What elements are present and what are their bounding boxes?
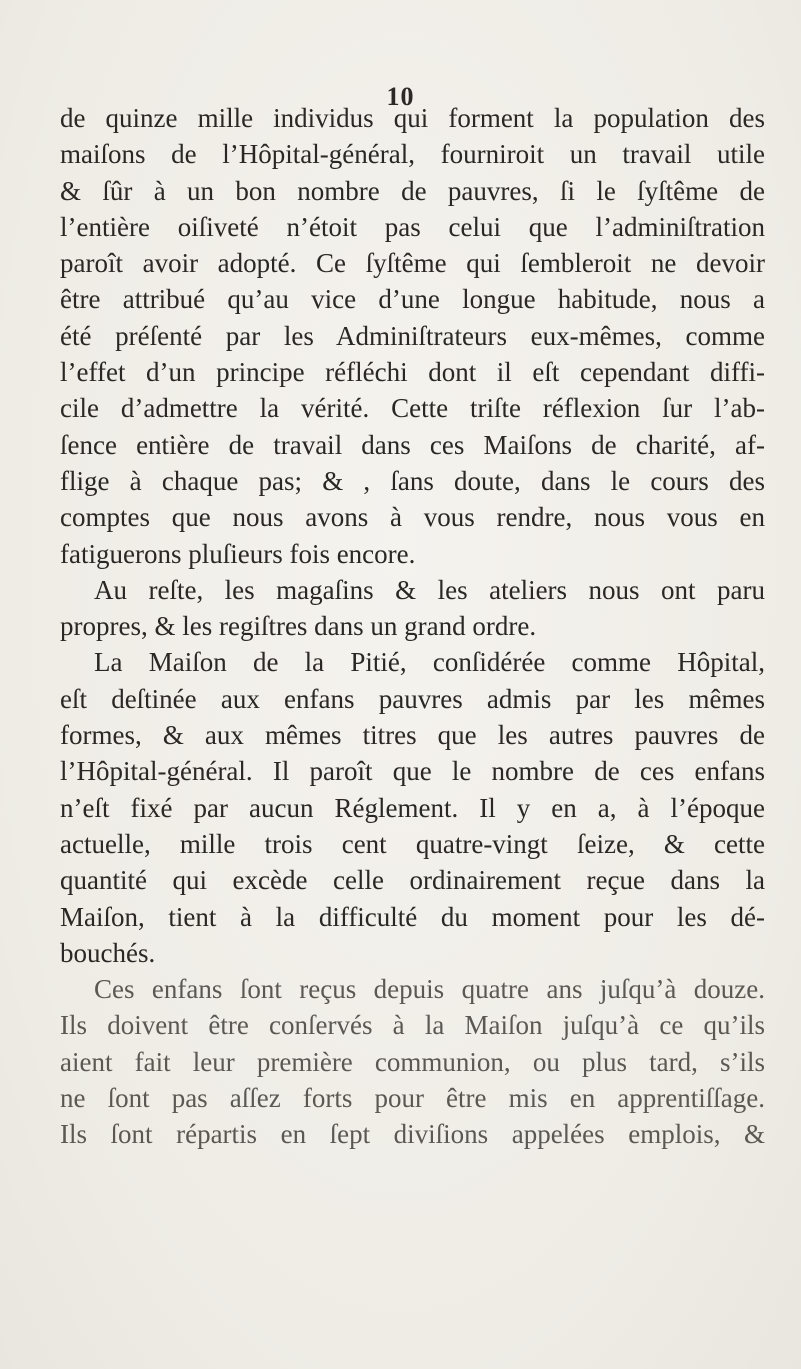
text-line: Ils doivent être conſervés à la Maiſon juſqu’à ce qu’ils xyxy=(60,1010,765,1041)
text-line: l’effet d’un principe réfléchi dont il eſt cependant diffi- xyxy=(60,357,765,388)
text-line: Ils ſont répartis en ſept diviſions appelées emplois, & xyxy=(60,1119,765,1150)
text-line: maiſons de l’Hôpital-général, fourniroit un travail utile xyxy=(60,139,765,170)
text-line: quantité qui excède celle ordinairement reçue dans la xyxy=(60,865,765,896)
text-line: fatiguerons pluſieurs fois encore. xyxy=(60,538,416,569)
text-line: n’eſt fixé par aucun Réglement. Il y en a, à l’époque xyxy=(60,792,765,823)
text-line: actuelle, mille trois cent quatre-vingt ſeize, & cette xyxy=(60,828,765,859)
text-line: Ces enfans ſont reçus depuis quatre ans juſqu’à douze. xyxy=(94,974,765,1005)
text-line: comptes que nous avons à vous rendre, nous vous en xyxy=(60,502,765,533)
text-line: propres, & les regiſtres dans un grand ordre. xyxy=(60,611,537,642)
text-line: bouchés. xyxy=(60,937,156,968)
text-line: de quinze mille individus qui forment la population des xyxy=(60,103,765,133)
text-line: l’Hôpital-général. Il paroît que le nombre de ces enfans xyxy=(60,756,765,787)
text-line: Au reſte, les magaſins & les ateliers nous ont paru xyxy=(94,574,765,605)
text-line: formes, & aux mêmes titres que les autres pauvres de xyxy=(60,720,765,751)
text-line: flige à chaque pas; & , ſans doute, dans le cours des xyxy=(60,465,765,496)
text-line: ſence entière de travail dans ces Maiſons de charité, af- xyxy=(60,429,765,460)
text-line: La Maiſon de la Pitié, conſidérée comme Hôpital, xyxy=(94,647,765,678)
page-number: 10 xyxy=(386,82,415,111)
text-line: cile d’admettre la vérité. Cette triſte réflexion ſur l’ab- xyxy=(60,393,765,424)
text-line: & ſûr à un bon nombre de pauvres, ſi le ſyſtême de xyxy=(60,175,765,206)
text-line: être attribué qu’au vice d’une longue habitude, nous a xyxy=(60,284,765,315)
body-text xyxy=(60,100,765,1153)
text-line: Maiſon, tient à la difficulté du moment pour les dé- xyxy=(60,901,765,932)
text-line: paroît avoir adopté. Ce ſyſtême qui ſembleroit ne devoir xyxy=(60,248,765,279)
text-line: ne ſont pas aſſez forts pour être mis en apprentiſſage. xyxy=(60,1083,765,1114)
text-line: eſt deſtinée aux enfans pauvres admis par les mêmes xyxy=(60,683,765,714)
text-line: aient fait leur première communion, ou plus tard, s’ils xyxy=(60,1046,765,1077)
text-line: été préſenté par les Adminiſtrateurs eux-mêmes, comme xyxy=(60,320,765,351)
text-line: l’entière oiſiveté n’étoit pas celui que l’adminiſtration xyxy=(60,211,765,242)
